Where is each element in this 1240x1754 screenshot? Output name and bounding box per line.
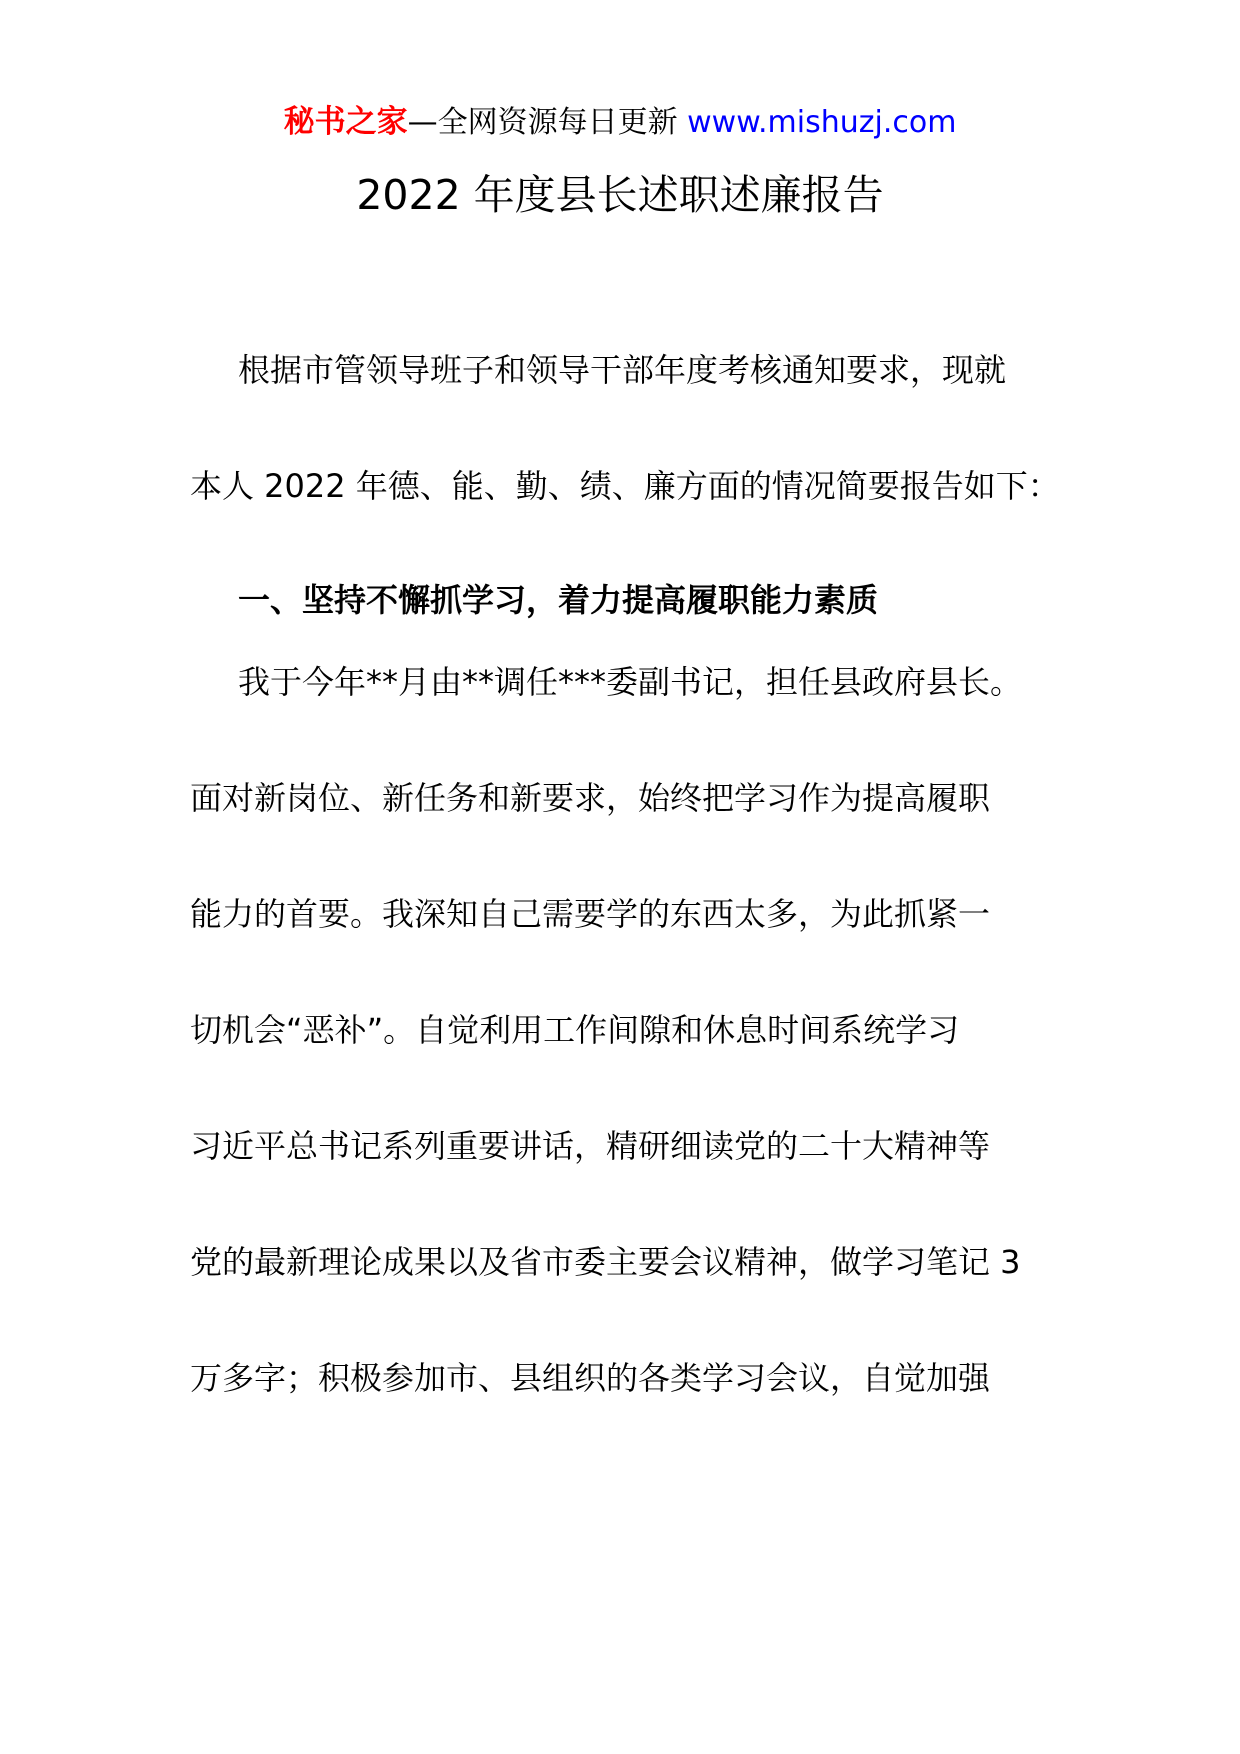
paragraph-line: 本人 2022 年德、能、勤、绩、廉方面的情况简要报告如下： — [190, 467, 1060, 505]
paragraph-line: 面对新岗位、新任务和新要求，始终把学习作为提高履职 — [190, 779, 991, 817]
section-heading: 一、坚持不懈抓学习，着力提高履职能力素质 — [238, 581, 879, 619]
brand-name: 秘书之家 — [283, 104, 408, 140]
paragraph-line: 切机会“恶补”。自觉利用工作间隙和休息时间系统学习 — [190, 1011, 960, 1049]
paragraph-line: 党的最新理论成果以及省市委主要会议精神，做学习笔记 3 — [190, 1243, 1021, 1281]
paragraph-line: 我于今年**月由**调任***委副书记，担任县政府县长。 — [238, 663, 1023, 701]
site-banner — [0, 102, 1240, 143]
paragraph-line: 根据市管领导班子和领导干部年度考核通知要求，现就 — [238, 351, 1007, 389]
site-url-link[interactable]: www.mishuzj.com — [687, 105, 957, 140]
paragraph-line: 万多字；积极参加市、县组织的各类学习会议，自觉加强 — [190, 1359, 991, 1397]
paragraph-line: 习近平总书记系列重要讲话，精研细读党的二十大精神等 — [190, 1127, 991, 1165]
banner-tagline: —全网资源每日更新 — [407, 105, 678, 140]
document-title: 2022 年度县长述职述廉报告 — [356, 171, 884, 219]
paragraph-line: 能力的首要。我深知自己需要学的东西太多，为此抓紧一 — [190, 895, 991, 933]
